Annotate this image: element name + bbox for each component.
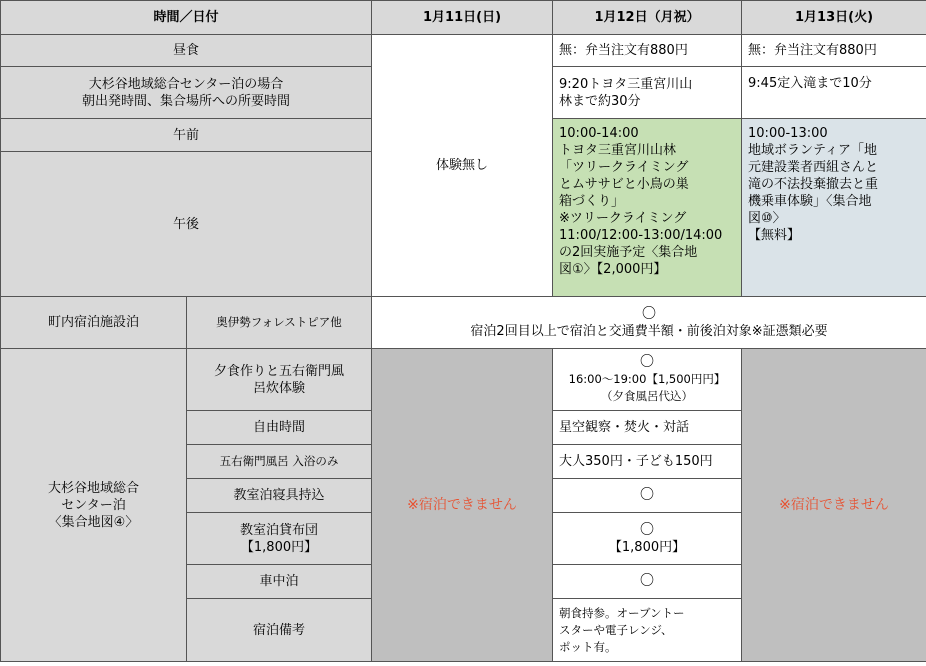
- departure-jan12: [553, 67, 742, 119]
- dinner-label: [187, 349, 372, 411]
- header-date-jan13: 1月13日(火): [742, 1, 926, 35]
- jan13-activity-line: 滝の不法投棄撤去と重: [748, 177, 879, 192]
- bath-jan12: 大人350円・子ども150円: [553, 445, 742, 479]
- stay-notes-line1: 朝食持参。オーブントー: [559, 605, 685, 620]
- jan12-activity-line: 「ツリークライミング: [559, 160, 689, 175]
- center-stay-label-line1: 大杉谷地域総合: [47, 480, 139, 496]
- car-stay-jan12: 〇: [553, 565, 742, 599]
- town-lodging-facility: 奥伊勢フォレストピア他: [187, 297, 372, 349]
- dinner-includes: （夕食風呂代込）: [601, 389, 694, 403]
- futon-rental-price: 【1,800円】: [608, 539, 686, 555]
- town-lodging-row: [1, 297, 926, 349]
- bedding-own-jan12: 〇: [553, 479, 742, 513]
- futon-rental-label-line2: 【1,800円】: [240, 539, 318, 555]
- lunch-jan12: 無：弁当注文有880円: [553, 35, 742, 67]
- jan12-activity-line: トヨタ三重宮川山林: [559, 143, 677, 158]
- departure-label-line1: 大杉谷地域総合センター泊の場合: [88, 76, 284, 92]
- jan12-activity-line: ※ツリークライミング: [559, 211, 687, 226]
- departure-jan12-line2: 林まで約30分: [559, 93, 641, 109]
- car-stay-label: 車中泊: [187, 565, 372, 599]
- lunch-row: [1, 35, 926, 67]
- jan12-activity-line: 箱づくり」: [559, 194, 625, 209]
- dinner-jan12: [553, 349, 742, 411]
- stay-notes-label: 宿泊備考: [187, 599, 372, 662]
- jan12-activity-line: の2回実施予定〈集合地: [559, 245, 698, 260]
- lunch-label: 昼食: [1, 35, 372, 67]
- futon-rental-label: [187, 513, 372, 565]
- town-lodging-circle: 〇: [642, 305, 657, 322]
- header-time-date: 時間／日付: [1, 1, 372, 35]
- free-time-label: 自由時間: [187, 411, 372, 445]
- jan12-activity-line: とムササビと小鳥の巣: [559, 177, 689, 192]
- afternoon-label: 午後: [1, 152, 372, 297]
- jan13-activity-cell: [742, 119, 926, 297]
- departure-jan13: 9:45定入滝まで10分: [742, 67, 926, 119]
- bath-label: 五右衛門風呂 入浴のみ: [187, 445, 372, 479]
- stay-notes-jan12: [553, 599, 742, 662]
- town-lodging-label: 町内宿泊施設泊: [1, 297, 187, 349]
- jan12-activity-line: 11:00/12:00-13:00/14:00: [559, 228, 723, 243]
- dinner-time-price: 16:00～19:00【1,500円円】: [568, 372, 726, 386]
- jan11-no-activity: 体験無し: [372, 35, 553, 297]
- header-row: [1, 1, 926, 35]
- town-lodging-detail: [372, 297, 926, 349]
- departure-label-line2: 朝出発時間、集合場所への所要時間: [82, 93, 291, 109]
- dinner-label-line2: 呂炊体験: [253, 380, 306, 396]
- center-stay-label: [1, 349, 187, 662]
- jan13-activity-line: 元建設業者西組さんと: [748, 160, 879, 175]
- town-lodging-note: 宿泊2回目以上で宿泊と交通費半額・前後泊対象※証憑類必要: [470, 323, 828, 339]
- jan12-activity-line: 図①〉【2,000円】: [559, 262, 667, 277]
- jan13-no-stay: ※宿泊できません: [742, 349, 926, 662]
- jan11-no-stay: ※宿泊できません: [372, 349, 553, 662]
- jan13-activity-line: 図⑩〉: [748, 211, 786, 226]
- stay-notes-line2: スターや電子レンジ、: [559, 622, 673, 637]
- futon-rental-label-line1: 教室泊貸布団: [240, 522, 319, 538]
- center-stay-label-line3: 〈集合地図④〉: [48, 514, 139, 530]
- jan12-activity-cell: [553, 119, 742, 297]
- futon-rental-circle: 〇: [640, 521, 655, 538]
- header-date-jan11: 1月11日(日): [372, 1, 553, 35]
- bedding-own-label: 教室泊寝具持込: [187, 479, 372, 513]
- jan13-activity-line: 10:00-13:00: [748, 126, 828, 141]
- jan13-activity-line: 【無料】: [748, 228, 801, 243]
- dinner-circle: 〇: [640, 354, 655, 370]
- departure-label: [1, 67, 372, 119]
- departure-jan12-line1: 9:20トヨタ三重宮川山: [559, 76, 693, 92]
- morning-label: 午前: [1, 119, 372, 152]
- lunch-jan13: 無：弁当注文有880円: [742, 35, 926, 67]
- center-stay-label-line2: センター泊: [61, 497, 126, 513]
- dinner-label-line1: 夕食作りと五右衛門風: [214, 363, 345, 379]
- jan13-activity-line: 機乗車体験」〈集合地: [748, 194, 872, 209]
- stay-notes-line3: ポット有。: [559, 639, 617, 654]
- jan12-activity-line: 10:00-14:00: [559, 126, 639, 141]
- center-dinner-row: [1, 349, 926, 411]
- futon-rental-jan12: [553, 513, 742, 565]
- jan13-activity-line: 地域ボランティア「地: [748, 143, 877, 158]
- free-time-jan12: 星空観察・焚火・対話: [553, 411, 742, 445]
- header-date-jan12: 1月12日（月祝）: [553, 1, 742, 35]
